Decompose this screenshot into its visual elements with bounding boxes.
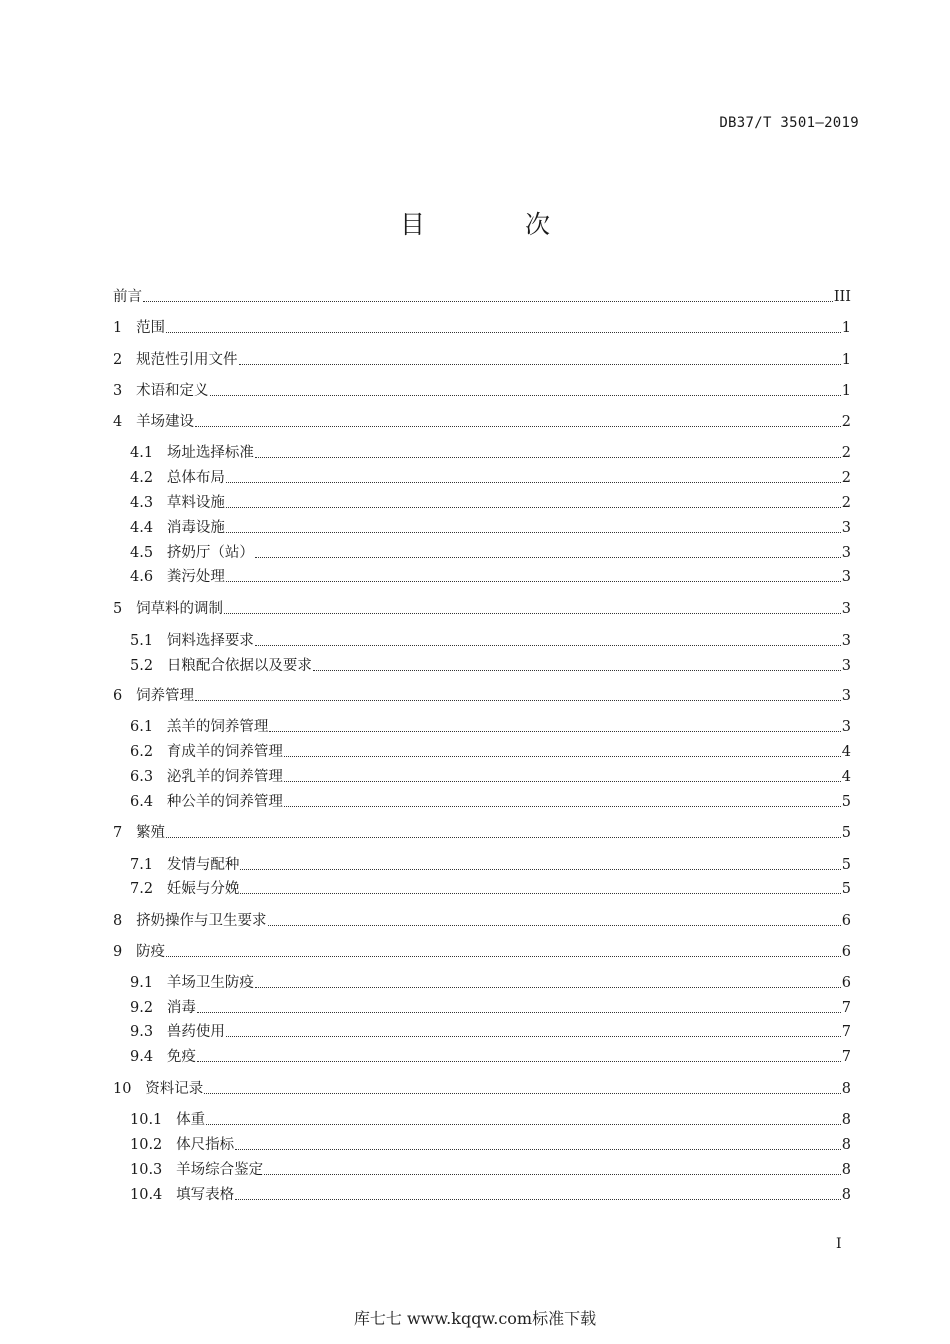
toc-entry[interactable] <box>113 287 851 307</box>
toc-entry-label: 体重 <box>176 1112 206 1128</box>
toc-entry-number: 1 <box>113 320 137 336</box>
toc-entry[interactable] <box>130 1110 851 1130</box>
toc-entry[interactable] <box>130 1160 851 1180</box>
toc-entry-number: 4.2 <box>130 470 167 486</box>
toc-entry-page: 5 <box>841 857 851 873</box>
toc-entry-label: 资料记录 <box>145 1081 204 1097</box>
toc-entry[interactable] <box>130 567 851 587</box>
toc-entry-number: 6 <box>113 688 137 704</box>
toc-entry-number: 9 <box>113 944 137 960</box>
toc-leader-dots <box>143 301 833 302</box>
toc-leader-dots <box>240 893 840 894</box>
toc-entry-page: 7 <box>841 1000 851 1016</box>
toc-entry-page: 3 <box>841 601 851 617</box>
toc-entry-page: 3 <box>841 658 851 674</box>
toc-entry[interactable] <box>113 911 851 931</box>
toc-leader-dots <box>206 1124 841 1125</box>
toc-leader-dots <box>284 806 841 807</box>
toc-entry[interactable] <box>130 1185 851 1205</box>
toc-entry-page: 5 <box>841 825 851 841</box>
toc-entry[interactable] <box>130 998 851 1018</box>
footer-watermark: 库七七 www.kqqw.com标准下载 <box>353 1309 597 1328</box>
toc-leader-dots <box>195 700 841 701</box>
toc-leader-dots <box>197 1012 841 1013</box>
toc-entry[interactable] <box>130 742 851 762</box>
toc-entry-number: 4.5 <box>130 545 167 561</box>
toc-entry-number: 10.4 <box>130 1187 177 1203</box>
toc-entry[interactable] <box>113 823 851 843</box>
toc-leader-dots <box>313 670 841 671</box>
toc-entry-label: 防疫 <box>136 944 166 960</box>
toc-entry-label: 免疫 <box>166 1049 196 1065</box>
toc-leader-dots <box>255 457 841 458</box>
toc-entry[interactable] <box>113 412 851 432</box>
toc-entry-page: III <box>833 289 851 305</box>
toc-entry-page: 5 <box>841 794 851 810</box>
toc-entry-label: 饲草料的调制 <box>136 601 224 617</box>
toc-entry-page: 4 <box>841 744 851 760</box>
toc-entry-page: 3 <box>841 520 851 536</box>
toc-entry[interactable] <box>113 318 851 338</box>
toc-leader-dots <box>255 645 841 646</box>
toc-leader-dots <box>255 557 841 558</box>
toc-entry-label: 羊场卫生防疫 <box>166 975 254 991</box>
toc-entry-label: 体尺指标 <box>176 1137 235 1153</box>
toc-entry-label: 填写表格 <box>176 1187 235 1203</box>
toc-leader-dots <box>235 1199 841 1200</box>
toc-entry[interactable] <box>130 792 851 812</box>
toc-entry-label: 饲养管理 <box>136 688 195 704</box>
toc-entry-page: 8 <box>841 1162 851 1178</box>
toc-entry-number: 3 <box>113 383 137 399</box>
toc-entry-label: 规范性引用文件 <box>136 352 238 368</box>
toc-entry-number: 7.1 <box>130 857 167 873</box>
toc-entry[interactable] <box>113 942 851 962</box>
toc-entry-number: 4.4 <box>130 520 167 536</box>
toc-entry-label: 泌乳羊的饲养管理 <box>166 769 283 785</box>
toc-entry[interactable] <box>130 1047 851 1067</box>
toc-entry-page: 8 <box>841 1187 851 1203</box>
toc-entry[interactable] <box>113 1079 851 1099</box>
toc-entry-number: 5.1 <box>130 633 167 649</box>
toc-entry-number: 8 <box>113 913 137 929</box>
toc-leader-dots <box>264 1174 841 1175</box>
toc-entry-number: 10.3 <box>130 1162 177 1178</box>
toc-leader-dots <box>239 364 841 365</box>
toc-entry-number: 10.2 <box>130 1137 177 1153</box>
toc-entry-label: 饲料选择要求 <box>166 633 254 649</box>
toc-entry-page: 3 <box>841 569 851 585</box>
toc-entry[interactable] <box>130 855 851 875</box>
toc-entry-number: 7 <box>113 825 137 841</box>
toc-leader-dots <box>269 731 840 732</box>
toc-entry-label: 术语和定义 <box>136 383 209 399</box>
toc-leader-dots <box>268 925 841 926</box>
toc-entry-label: 育成羊的饲养管理 <box>166 744 283 760</box>
toc-entry[interactable] <box>130 767 851 787</box>
toc-leader-dots <box>255 987 841 988</box>
toc-entry-label: 日粮配合依据以及要求 <box>166 658 312 674</box>
toc-leader-dots <box>226 1036 841 1037</box>
toc-entry-number: 9.4 <box>130 1049 167 1065</box>
toc-entry-number: 6.4 <box>130 794 167 810</box>
toc-entry-number: 9.2 <box>130 1000 167 1016</box>
toc-leader-dots <box>226 532 841 533</box>
toc-leader-dots <box>197 1061 841 1062</box>
toc-entry-page: 3 <box>841 633 851 649</box>
toc-leader-dots <box>226 482 841 483</box>
toc-entry-number: 4.1 <box>130 445 167 461</box>
toc-entry-number: 7.2 <box>130 881 167 897</box>
toc-leader-dots <box>284 756 841 757</box>
toc-entry[interactable] <box>130 543 851 563</box>
toc-entry[interactable] <box>130 1135 851 1155</box>
toc-entry-label: 范围 <box>136 320 166 336</box>
toc-entry-number: 2 <box>113 352 137 368</box>
toc-entry-label: 粪污处理 <box>166 569 225 585</box>
toc-entry-label: 场址选择标准 <box>166 445 254 461</box>
toc-entry-page: 2 <box>841 414 851 430</box>
doc-code: DB37/T 3501—2019 <box>719 115 859 131</box>
page-title: 目 次 <box>400 210 596 239</box>
toc-entry[interactable] <box>113 381 851 401</box>
toc-entry[interactable] <box>130 1022 851 1042</box>
toc-entry-page: 5 <box>841 881 851 897</box>
toc-entry-page: 2 <box>841 470 851 486</box>
toc-entry[interactable] <box>130 631 851 651</box>
toc-entry-page: 1 <box>841 383 851 399</box>
toc-entry[interactable] <box>113 599 851 619</box>
toc-entry-label: 羔羊的饲养管理 <box>166 719 269 735</box>
page-number: I <box>836 1236 842 1252</box>
toc-entry[interactable] <box>113 350 851 370</box>
toc-leader-dots <box>235 1149 841 1150</box>
toc-entry-page: 4 <box>841 769 851 785</box>
toc-entry-page: 2 <box>841 495 851 511</box>
toc-entry-page: 8 <box>841 1112 851 1128</box>
toc-leader-dots <box>204 1093 840 1094</box>
toc-entry-page: 8 <box>841 1137 851 1153</box>
toc-entry-page: 6 <box>841 944 851 960</box>
toc-leader-dots <box>226 581 841 582</box>
toc-entry-page: 7 <box>841 1024 851 1040</box>
toc-entry-page: 3 <box>841 545 851 561</box>
toc-entry-number: 6.2 <box>130 744 167 760</box>
toc-entry[interactable] <box>130 518 851 538</box>
toc-entry-number: 9.1 <box>130 975 167 991</box>
toc-entry-number: 5.2 <box>130 658 167 674</box>
toc-entry-label: 繁殖 <box>136 825 166 841</box>
toc-entry-label: 羊场建设 <box>136 414 195 430</box>
toc-leader-dots <box>195 426 841 427</box>
toc-entry-label: 发情与配种 <box>166 857 240 873</box>
toc-entry-label: 总体布局 <box>166 470 225 486</box>
toc-entry-page: 3 <box>841 688 851 704</box>
toc-entry-page: 1 <box>841 320 851 336</box>
toc-leader-dots <box>284 781 841 782</box>
toc-entry-label: 消毒 <box>166 1000 196 1016</box>
toc-entry-number: 10 <box>113 1081 146 1097</box>
toc-entry-number: 6.1 <box>130 719 167 735</box>
toc-entry[interactable] <box>130 973 851 993</box>
toc-entry-page: 7 <box>841 1049 851 1065</box>
toc-entry-label: 消毒设施 <box>166 520 225 536</box>
toc-leader-dots <box>166 956 841 957</box>
toc-entry[interactable] <box>130 468 851 488</box>
toc-entry[interactable] <box>130 443 851 463</box>
toc-entry-page: 1 <box>841 352 851 368</box>
toc-leader-dots <box>210 395 841 396</box>
toc-entry[interactable] <box>130 656 851 676</box>
toc-entry-label: 挤奶厅（站） <box>166 545 254 561</box>
toc-entry-label: 挤奶操作与卫生要求 <box>136 913 267 929</box>
toc-leader-dots <box>224 613 841 614</box>
toc-entry-label: 草料设施 <box>166 495 225 511</box>
toc-entry[interactable] <box>130 493 851 513</box>
toc-entry-number: 9.3 <box>130 1024 167 1040</box>
toc-entry-page: 6 <box>841 913 851 929</box>
toc-entry[interactable] <box>130 717 851 737</box>
toc-leader-dots <box>226 507 841 508</box>
toc-entry[interactable] <box>113 686 851 706</box>
toc-entry-page: 2 <box>841 445 851 461</box>
toc-entry-label: 羊场综合鉴定 <box>176 1162 264 1178</box>
toc-entry-number: 5 <box>113 601 137 617</box>
toc-entry-number: 4.6 <box>130 569 167 585</box>
toc-entry-page: 8 <box>841 1081 851 1097</box>
toc-leader-dots <box>166 332 841 333</box>
toc-entry-label: 妊娠与分娩 <box>166 881 240 897</box>
toc-entry-page: 6 <box>841 975 851 991</box>
toc-entry-label: 兽药使用 <box>166 1024 225 1040</box>
toc-entry-number: 6.3 <box>130 769 167 785</box>
toc-leader-dots <box>166 837 841 838</box>
toc-entry-number: 4.3 <box>130 495 167 511</box>
toc-entry-number: 4 <box>113 414 137 430</box>
toc-entry-label: 种公羊的饲养管理 <box>166 794 283 810</box>
toc-leader-dots <box>240 869 840 870</box>
toc-entry-label: 前言 <box>113 289 142 305</box>
toc-entry[interactable] <box>130 879 851 899</box>
toc-entry-page: 3 <box>841 719 851 735</box>
toc-entry-number: 10.1 <box>130 1112 177 1128</box>
